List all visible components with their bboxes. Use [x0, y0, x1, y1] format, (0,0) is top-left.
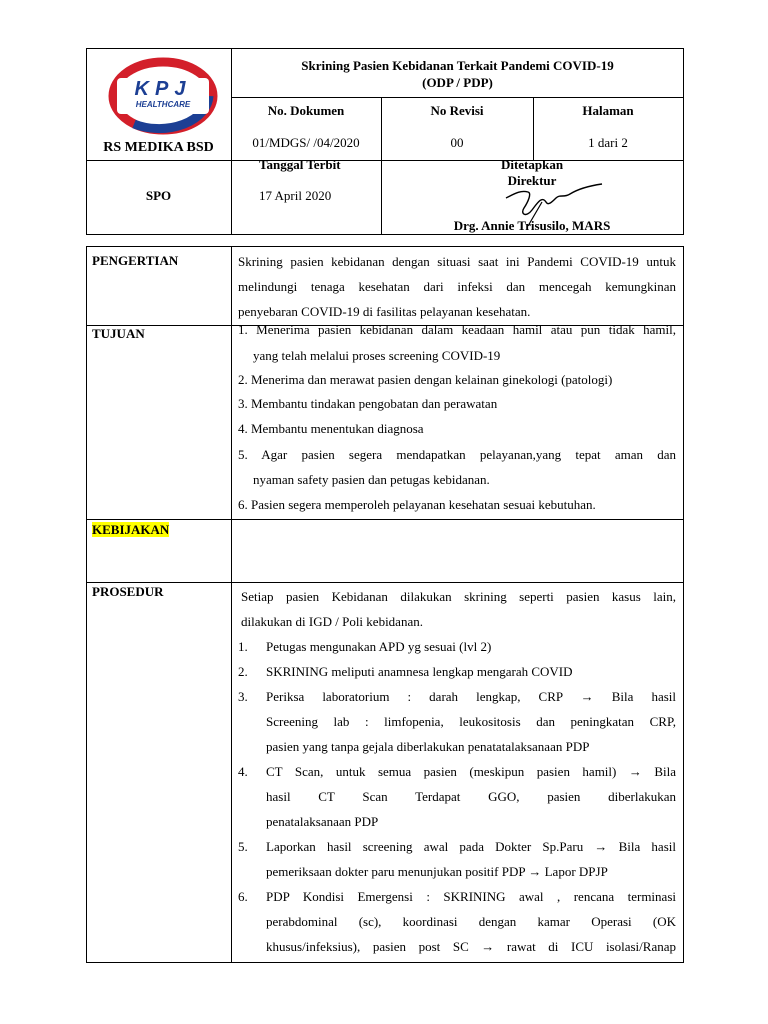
approved-label-line-1: Ditetapkan: [500, 157, 564, 172]
step-number: 3.: [238, 689, 248, 704]
step-line: PDP Kondisi Emergensi : SKRINING awal , rencana terminasi: [266, 889, 676, 904]
hospital-name: RS MEDIKA BSD: [103, 140, 214, 155]
prosedur-step-2: [238, 659, 676, 684]
prosedur-step-5: [238, 834, 676, 884]
kpj-logo: [104, 56, 222, 136]
tujuan-item-2: 2. Menerima dan merawat pasien dengan kelainan ginekologi (patologi): [238, 372, 613, 387]
step-line: CT Scan, untuk semua pasien (meskipun pasien hamil) → Bila: [266, 764, 676, 779]
prosedur-intro-1: Setiap pasien Kebidanan dilakukan skrining seperti pasien kasus lain,: [241, 589, 676, 604]
step-line: Petugas mengunakan APD yg sesuai (lvl 2): [266, 639, 492, 654]
document-title-line-1: Skrining Pasien Kebidanan Terkait Pandemi COVID-19: [301, 58, 614, 73]
step-line: Laporkan hasil screening awal pada Dokter Sp.Paru → Bila hasil: [266, 839, 676, 854]
director-name: Drg. Annie Trisusilo, MARS: [453, 218, 611, 233]
step-line: SKRINING meliputi anamnesa lengkap mengarah COVID: [266, 664, 573, 679]
step-line: perabdominal (sc), koordinasi dengan kamar Operasi (OK: [266, 914, 676, 929]
tujuan-item-3: 3. Membantu tindakan pengobatan dan perawatan: [238, 396, 498, 411]
step-line: hasil CT Scan Terdapat GGO, pasien diberlakukan: [266, 789, 676, 804]
issue-date-label: Tanggal Terbit: [259, 157, 341, 172]
page-label: Halaman: [582, 103, 634, 118]
tujuan-item-1-cont: yang telah melalui proses screening COVID-19: [253, 348, 501, 363]
step-line: Screening lab : limfopenia, leukositosis dan peningkatan CRP,: [266, 714, 676, 729]
pengertian-label: PENGERTIAN: [92, 253, 179, 268]
step-number: 2.: [238, 664, 248, 679]
doc-number-value: 01/MDGS/ /04/2020: [252, 135, 360, 150]
document-title-line-2: (ODP / PDP): [422, 75, 493, 90]
pengertian-line-2: melindungi tenaga kesehatan dari infeksi dan mencegah kemungkinan: [238, 279, 676, 294]
prosedur-content: [241, 584, 676, 634]
pengertian-line-3: penyebaran COVID-19 di fasilitas pelayanan kesehatan.: [238, 304, 531, 319]
step-line: penatalaksanaan PDP: [266, 814, 379, 829]
kebijakan-label: [92, 522, 169, 538]
tujuan-item-4: 4. Membantu menentukan diagnosa: [238, 421, 424, 436]
step-line: pasien yang tanpa gejala diberlakukan penatatalaksanaan PDP: [266, 739, 590, 754]
page-value: 1 dari 2: [588, 135, 628, 150]
step-number: 1.: [238, 639, 248, 654]
prosedur-label: PROSEDUR: [92, 584, 164, 599]
step-line: Periksa laboratorium : darah lengkap, CRP → Bila hasil: [266, 689, 676, 704]
prosedur-step-1: [238, 634, 676, 659]
pengertian-line-1: Skrining pasien kebidanan dengan situasi saat ini Pandemi COVID-19 untuk: [238, 254, 676, 269]
tujuan-item-5: 5. Agar pasien segera mendapatkan pelayanan,yang tepat aman dan: [238, 447, 676, 462]
tujuan-item-1: 1. Menerima pasien kebidanan dalam keadaan hamil atau pun tidak hamil,: [238, 322, 676, 337]
spo-label: SPO: [145, 188, 172, 203]
tujuan-item-5-cont: nyaman safety pasien dan petugas kebidanan.: [253, 472, 490, 487]
prosedur-step-3: [238, 684, 676, 759]
step-number: 4.: [238, 764, 248, 779]
revision-label: No Revisi: [430, 103, 484, 118]
kebijakan-label-text: KEBIJAKAN: [92, 522, 170, 537]
step-line: khusus/infeksius), pasien post SC → rawat di ICU isolasi/Ranap: [266, 939, 676, 954]
kpj-logo-subtext: HEALTHCARE: [135, 100, 191, 109]
prosedur-intro-2: dilakukan di IGD / Poli kebidanan.: [241, 614, 423, 629]
kpj-logo-text: KPJ: [134, 78, 192, 100]
pengertian-text: [238, 249, 676, 324]
tujuan-label: TUJUAN: [92, 326, 145, 341]
tujuan-item-6: 6. Pasien segera memperoleh pelayanan kesehatan sesuai kebutuhan.: [238, 497, 596, 512]
document-title: [231, 57, 684, 91]
prosedur-step-6: [238, 884, 676, 959]
step-line: pemeriksaan dokter paru menunjukan positif PDP → Lapor DPJP: [266, 864, 608, 879]
doc-number-label: No. Dokumen: [267, 103, 345, 118]
revision-value: 00: [450, 135, 464, 150]
issue-date-value: 17 April 2020: [259, 188, 332, 203]
step-number: 6.: [238, 889, 248, 904]
approved-label-line-2: Direktur: [507, 173, 557, 188]
prosedur-steps: [238, 634, 676, 959]
step-number: 5.: [238, 839, 248, 854]
prosedur-step-4: [238, 759, 676, 834]
